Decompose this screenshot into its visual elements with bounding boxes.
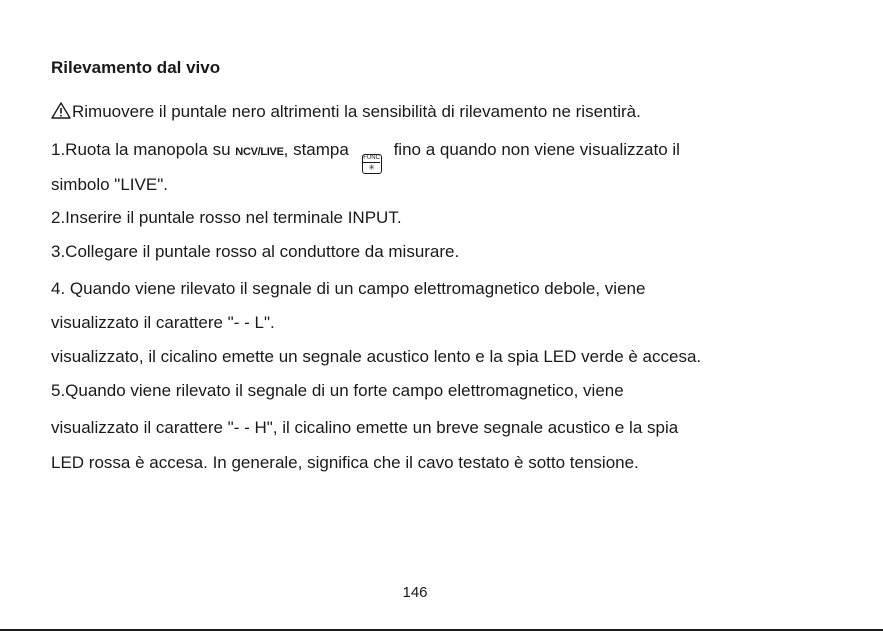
step-1-text-before: 1.Ruota la manopola su — [51, 140, 236, 159]
section-heading: Rilevamento dal vivo — [51, 58, 221, 77]
step-2-line: 2.Inserire il puntale rosso nel terminale INPUT. — [51, 208, 402, 227]
step-4-line-3: visualizzato, il cicalino emette un segnale acustico lento e la spia LED verde è accesa. — [51, 347, 702, 366]
step-4-line-2: visualizzato il carattere "- - L". — [51, 313, 275, 332]
func-key-label: FUNC — [363, 155, 380, 161]
func-key-symbol: ✳ — [368, 163, 375, 172]
dial-label-ncv-live: NCV/LIVE — [235, 146, 284, 158]
step-5-line-3: LED rossa è accesa. In generale, significa che il cavo testato è sotto tensione. — [51, 453, 639, 472]
step-5-line-1: 5.Quando viene rilevato il segnale di un forte campo elettromagnetico, viene — [51, 381, 624, 400]
step-1-continuation: simbolo "LIVE". — [51, 175, 168, 194]
step-1-text-after: fino a quando non viene visualizzato il — [393, 140, 680, 159]
warning-line — [51, 102, 641, 122]
step-4-line-1: 4. Quando viene rilevato il segnale di un campo elettromagnetico debole, viene — [51, 279, 646, 298]
step-1-line — [51, 140, 680, 174]
step-5-line-2: visualizzato il carattere "- - H", il cicalino emette un breve segnale acustico e la spia — [51, 418, 679, 437]
func-key-icon — [362, 154, 382, 174]
footer-divider — [0, 629, 883, 631]
warning-triangle-icon — [51, 102, 71, 119]
page-number: 146 — [402, 584, 428, 601]
warning-text: Rimuovere il puntale nero altrimenti la sensibilità di rilevamento ne risentirà. — [72, 102, 641, 121]
step-1-text-middle: , stampa — [283, 140, 349, 159]
step-3-line: 3.Collegare il puntale rosso al conduttore da misurare. — [51, 242, 460, 261]
